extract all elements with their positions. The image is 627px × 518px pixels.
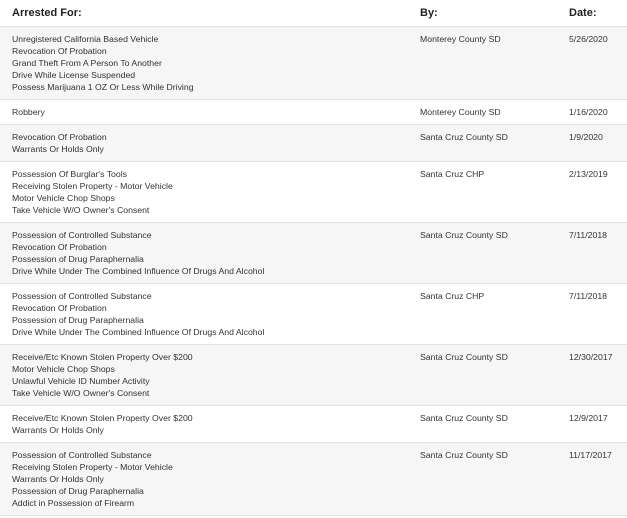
table-header	[0, 0, 627, 27]
charge-item: Motor Vehicle Chop Shops	[12, 193, 115, 203]
charge-item: Receive/Etc Known Stolen Property Over $200	[12, 413, 193, 423]
header-date: Date:	[569, 7, 597, 19]
agency-cell: Santa Cruz County SD	[420, 230, 508, 240]
charge-item: Take Vehicle W/O Owner's Consent	[12, 205, 150, 215]
header-arrested-for: Arrested For:	[12, 7, 82, 19]
charge-item: Revocation Of Probation	[12, 46, 107, 56]
charges-cell	[0, 284, 408, 344]
table-body	[0, 27, 627, 516]
charges-cell	[0, 162, 408, 222]
charge-item: Revocation Of Probation	[12, 303, 107, 313]
charge-item: Warrants Or Holds Only	[12, 144, 104, 154]
charge-item: Warrants Or Holds Only	[12, 425, 104, 435]
charge-item: Drive While Under The Combined Influence Of Drugs And Alcohol	[12, 327, 265, 337]
table-row	[0, 162, 627, 223]
agency-cell: Monterey County SD	[420, 34, 501, 44]
charge-item: Addict in Possession of Firearm	[12, 498, 135, 508]
date-cell: 5/26/2020	[569, 34, 608, 44]
date-cell: 7/11/2018	[569, 230, 608, 240]
charges-cell	[0, 223, 408, 283]
table-row	[0, 223, 627, 284]
charge-item: Motor Vehicle Chop Shops	[12, 364, 115, 374]
date-cell: 11/17/2017	[569, 450, 612, 460]
date-cell: 7/11/2018	[569, 291, 608, 301]
charges-cell	[0, 345, 408, 405]
charges-cell	[0, 406, 408, 442]
table-row	[0, 284, 627, 345]
agency-cell: Santa Cruz County SD	[420, 132, 508, 142]
charge-item: Unlawful Vehicle ID Number Activity	[12, 376, 150, 386]
table-row	[0, 27, 627, 100]
charge-item: Receiving Stolen Property - Motor Vehicle	[12, 462, 173, 472]
agency-cell: Santa Cruz County SD	[420, 413, 508, 423]
agency-cell: Santa Cruz County SD	[420, 450, 508, 460]
charge-item: Warrants Or Holds Only	[12, 474, 104, 484]
charge-item: Possession of Controlled Substance	[12, 230, 152, 240]
header-by: By:	[420, 7, 438, 19]
charge-item: Take Vehicle W/O Owner's Consent	[12, 388, 150, 398]
date-cell: 2/13/2019	[569, 169, 608, 179]
table-row	[0, 125, 627, 162]
date-cell: 12/9/2017	[569, 413, 608, 423]
charges-cell	[0, 443, 408, 515]
table-row	[0, 100, 627, 125]
charge-item: Possession of Drug Paraphernalia	[12, 315, 144, 325]
date-cell: 1/16/2020	[569, 107, 608, 117]
charge-item: Robbery	[12, 107, 45, 117]
date-cell: 1/9/2020	[569, 132, 603, 142]
charge-item: Receiving Stolen Property - Motor Vehicle	[12, 181, 173, 191]
charge-item: Possession of Drug Paraphernalia	[12, 486, 144, 496]
date-cell: 12/30/2017	[569, 352, 613, 362]
agency-cell: Santa Cruz CHP	[420, 291, 485, 301]
charges-cell	[0, 100, 408, 124]
table-row	[0, 345, 627, 406]
charge-item: Possess Marijuana 1 OZ Or Less While Driving	[12, 82, 194, 92]
agency-cell: Monterey County SD	[420, 107, 501, 117]
charge-item: Possession Of Burglar's Tools	[12, 169, 127, 179]
charge-item: Drive While License Suspended	[12, 70, 136, 80]
charge-item: Possession of Controlled Substance	[12, 450, 152, 460]
charges-cell	[0, 27, 408, 99]
charges-cell	[0, 125, 408, 161]
charge-item: Drive While Under The Combined Influence Of Drugs And Alcohol	[12, 266, 265, 276]
agency-cell: Santa Cruz County SD	[420, 352, 508, 362]
charge-item: Revocation Of Probation	[12, 132, 107, 142]
charge-item: Unregistered California Based Vehicle	[12, 34, 159, 44]
charge-item: Receive/Etc Known Stolen Property Over $200	[12, 352, 193, 362]
charge-item: Grand Theft From A Person To Another	[12, 58, 162, 68]
charge-item: Possession of Drug Paraphernalia	[12, 254, 144, 264]
charge-item: Possession of Controlled Substance	[12, 291, 152, 301]
agency-cell: Santa Cruz CHP	[420, 169, 485, 179]
charge-item: Revocation Of Probation	[12, 242, 107, 252]
table-row	[0, 443, 627, 516]
table-row	[0, 406, 627, 443]
